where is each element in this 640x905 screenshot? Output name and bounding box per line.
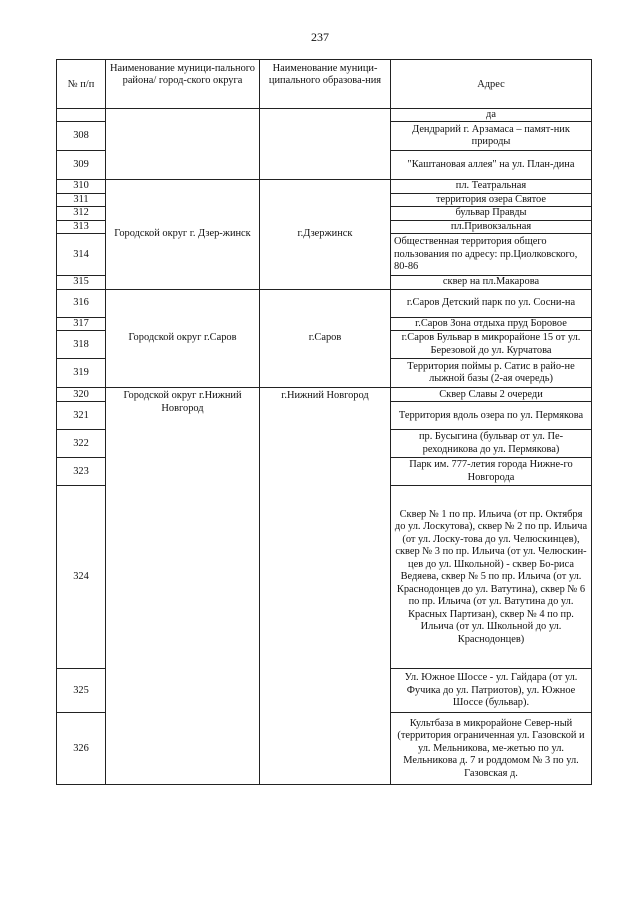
municipality-cell: г.Саров — [260, 289, 391, 387]
row-number: 320 — [57, 388, 106, 402]
address-cell: Территория вдоль озера по ул. Пермякова — [391, 402, 592, 430]
table-row — [57, 180, 592, 193]
row-number: 312 — [57, 207, 106, 220]
address-cell: бульвар Правды — [391, 207, 592, 220]
row-number: 311 — [57, 193, 106, 206]
row-number: 317 — [57, 317, 106, 330]
row-number: 325 — [57, 669, 106, 713]
row-number: 310 — [57, 180, 106, 193]
address-cell: пл. Театральная — [391, 180, 592, 193]
address-cell: Сквер Славы 2 очереди — [391, 388, 592, 402]
address-cell: "Каштановая аллея" на ул. План-дина — [391, 151, 592, 180]
row-number: 326 — [57, 713, 106, 785]
header-address: Адрес — [391, 60, 592, 109]
row-number: 321 — [57, 402, 106, 430]
table-body — [57, 109, 592, 785]
row-number: 315 — [57, 276, 106, 289]
address-cell: да — [391, 109, 592, 122]
district-cell: Городской округ г.Нижний Новгород — [106, 388, 260, 785]
row-number: 323 — [57, 458, 106, 486]
row-number: 318 — [57, 331, 106, 359]
address-cell: Сквер № 1 по пр. Ильича (от пр. Октября до ул. Лоскутова), сквер № 2 по пр. Ильича (от ул. Лоску-това до ул. Челюскинцев), сквер № 3 по пр. Ильича (от ул. Челюскин-цев до ул. Школьной) - сквер Бо-риса Ведяева, сквер № 5 по пр. Ильича (от ул. Краснодонцев до ул. Ватутина), сквер № 6 по пр. Ильича (от ул. Ватутина до ул. Красных Партизан), сквер № 4 по пр. Ильича (от ул. Школьной до ул. Краснодонцев) — [391, 486, 592, 669]
registry-table — [56, 59, 592, 785]
registry-table-wrap — [56, 59, 592, 785]
table-row — [57, 289, 592, 317]
municipality-cell: г.Дзержинск — [260, 180, 391, 289]
address-cell: Ул. Южное Шоссе - ул. Гайдара (от ул. Фучика до ул. Патриотов), ул. Южное Шоссе (бульвар). — [391, 669, 592, 713]
header-district: Наименование муници-пального района/ город-ского округа — [106, 60, 260, 109]
district-cell — [106, 109, 260, 180]
address-cell: пл.Привокзальная — [391, 220, 592, 233]
row-number: 313 — [57, 220, 106, 233]
district-cell: Городской округ г. Дзер-жинск — [106, 180, 260, 289]
table-header-row — [57, 60, 592, 109]
municipality-cell — [260, 109, 391, 180]
address-cell: пр. Бусыгина (бульвар от ул. Пе-реходникова до ул. Пермякова) — [391, 430, 592, 458]
district-cell: Городской округ г.Саров — [106, 289, 260, 387]
row-number: 309 — [57, 151, 106, 180]
address-cell: Дендрарий г. Арзамаса – памят-ник природы — [391, 122, 592, 151]
address-cell: г.Саров Детский парк по ул. Сосни-на — [391, 289, 592, 317]
row-number: 316 — [57, 289, 106, 317]
address-cell: Общественная территория общего пользования по адресу: пр.Циолковского, 80-86 — [391, 234, 592, 276]
address-cell: г.Саров Бульвар в микрорайоне 15 от ул. Березовой до ул. Курчатова — [391, 331, 592, 359]
table-row — [57, 388, 592, 402]
row-number: 308 — [57, 122, 106, 151]
row-number: 324 — [57, 486, 106, 669]
address-cell: г.Саров Зона отдыха пруд Боровое — [391, 317, 592, 330]
table-row — [57, 109, 592, 122]
page-number: 237 — [311, 30, 329, 44]
address-cell: Парк им. 777-летия города Нижне-го Новгорода — [391, 458, 592, 486]
municipality-cell: г.Нижний Новгород — [260, 388, 391, 785]
address-cell: Территория поймы р. Сатис в райо-не лыжной базы (2-ая очередь) — [391, 359, 592, 388]
row-number: 322 — [57, 430, 106, 458]
header-number: № п/п — [57, 60, 106, 109]
address-cell: территория озера Святое — [391, 193, 592, 206]
row-number: 314 — [57, 234, 106, 276]
header-municipality: Наименование муници-ципального образова-ния — [260, 60, 391, 109]
row-number — [57, 109, 106, 122]
row-number: 319 — [57, 359, 106, 388]
address-cell: Культбаза в микрорайоне Север-ный (территория ограниченная ул. Газовской и ул. Мельникова, ме-жетью по ул. Мельникова д. 7 и роддомом № 3 по ул. Газовская д. — [391, 713, 592, 785]
address-cell: сквер на пл.Макарова — [391, 276, 592, 289]
